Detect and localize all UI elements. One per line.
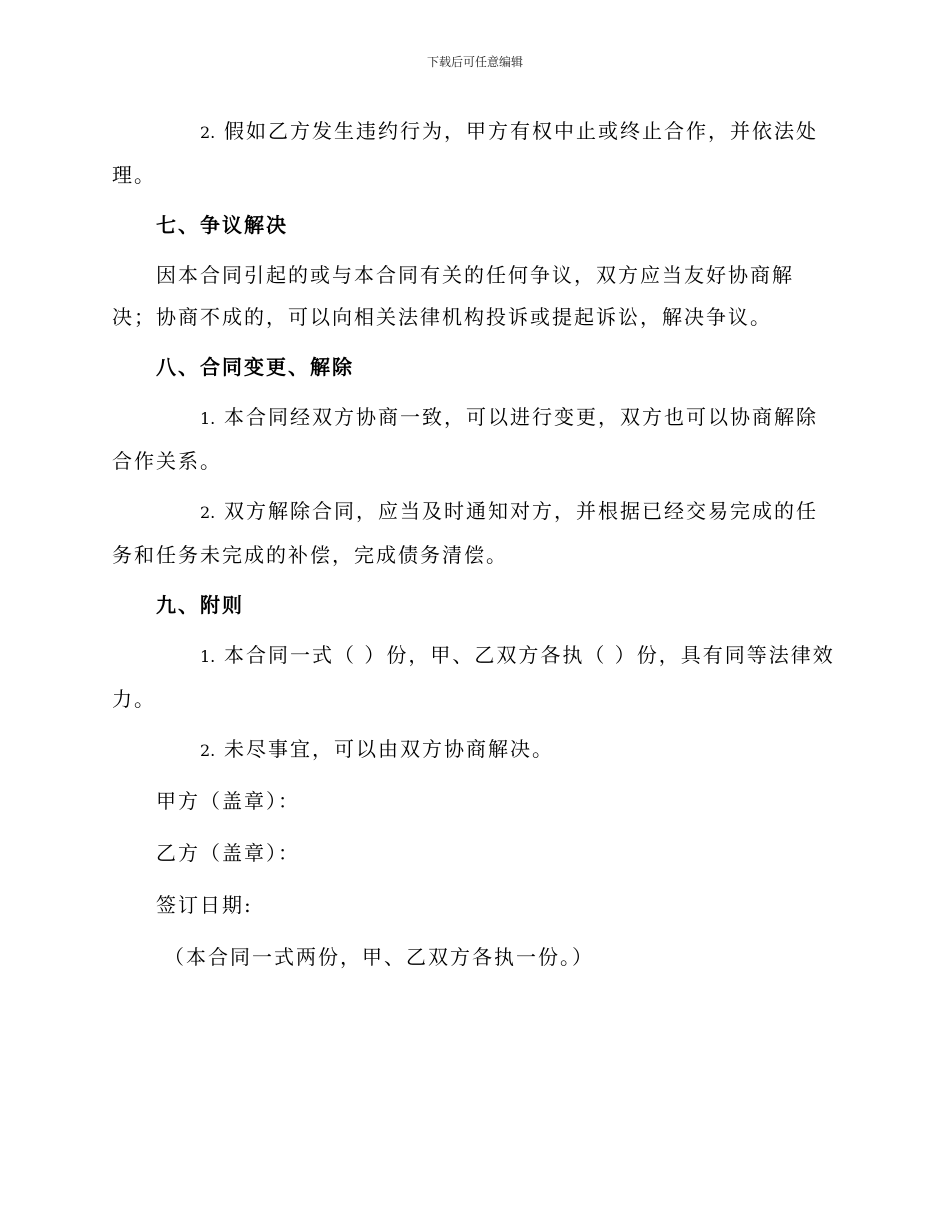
page-header: 下载后可任意编辑 (426, 55, 523, 69)
clause-text: 假如乙方发生违约行为，甲方有权中止或终止合作，并依法处理。 (112, 119, 818, 187)
clause-number: 2. (200, 503, 216, 522)
clause-8-2 (112, 490, 836, 576)
clause-number: 2. (200, 741, 216, 760)
clause-8-1 (112, 396, 836, 482)
clause-number: 1. (200, 409, 216, 428)
clause-9-2 (112, 728, 836, 772)
party-b-seal: 乙方（盖章）： (156, 841, 300, 865)
clause-number: 2. (200, 123, 216, 142)
clause-number: 1. (200, 647, 216, 666)
signing-date: 签订日期: (156, 893, 253, 917)
clause-9-1 (112, 634, 836, 720)
clause-text: 本合同一式（ ）份，甲、乙双方各执（ ）份，具有同等法律效力。 (112, 643, 835, 711)
dispute-paragraph: 因本合同引起的或与本合同有关的任何争议，双方应当友好协商解决；协商不成的，可以向相关法律机构投诉或提起诉讼，解决争议。 (112, 263, 794, 329)
document-body (112, 110, 836, 988)
section-heading-change: 八、合同变更、解除 (156, 355, 354, 379)
section-heading-dispute: 七、争议解决 (156, 213, 288, 237)
section-heading-supplementary: 九、附则 (156, 593, 244, 617)
party-a-seal: 甲方（盖章）： (156, 789, 300, 813)
clause-text: 本合同经双方协商一致，可以进行变更，双方也可以协商解除合作关系。 (112, 405, 818, 473)
clause-text: 未尽事宜，可以由双方协商解决。 (224, 737, 554, 761)
clause-6-2 (112, 110, 836, 196)
clause-text: 双方解除合同，应当及时通知对方，并根据已经交易完成的任务和任务未完成的补偿，完成债务清偿。 (112, 499, 818, 567)
copies-note: （本合同一式两份，甲、乙双方各执一份。） (164, 945, 594, 969)
